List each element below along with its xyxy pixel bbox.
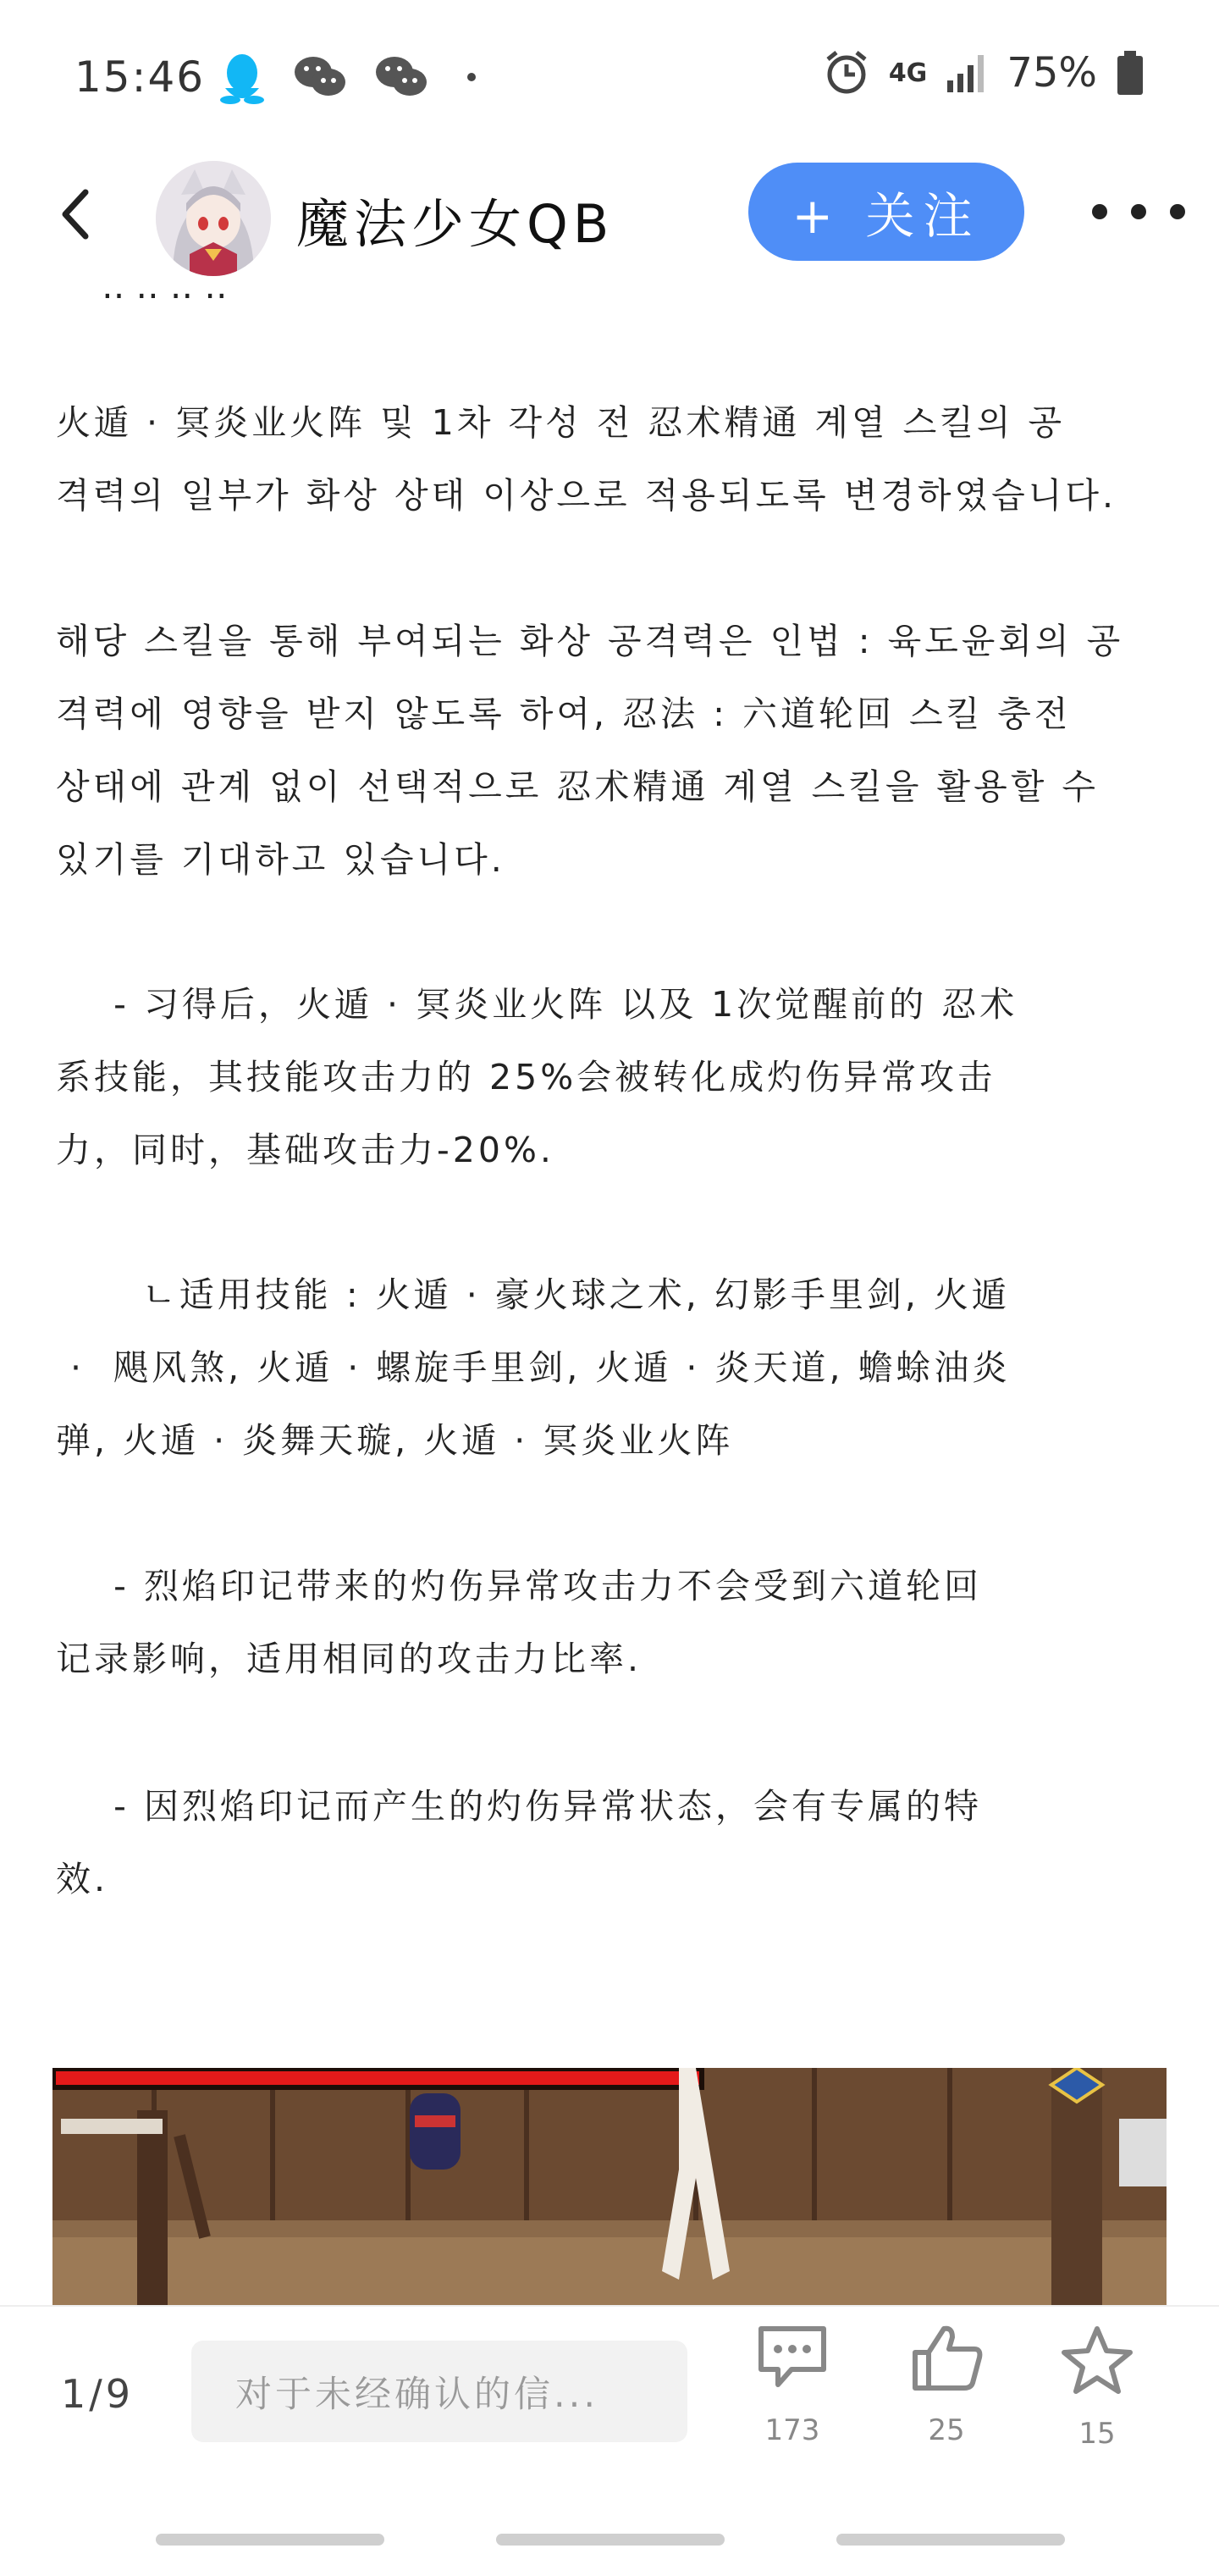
avatar-image [156,161,271,276]
battery-icon [1116,49,1145,97]
favorite-count: 15 [1078,2417,1116,2451]
follow-button[interactable]: + 关注 [748,163,1024,261]
star-icon [1059,2324,1135,2395]
page-indicator: 1/9 [61,2371,135,2417]
wechat-icon [293,53,347,101]
article-paragraph: - 烈焰印记带来的灼伤异常攻击力不会受到六道轮回 记录影响，适用相同的攻击力比率. [56,1566,982,1679]
nav-handle[interactable] [156,2534,384,2546]
back-arrow-icon [58,187,92,241]
more-icon-dot [1092,204,1107,219]
comment-icon [754,2324,830,2391]
more-icon-dot [1170,204,1185,219]
comment-input[interactable]: 对于未经确认的信... [191,2341,687,2442]
notification-icons [218,49,476,105]
gesture-nav-bar [0,2534,1219,2547]
nav-handle[interactable] [496,2534,725,2546]
status-bar [0,0,1219,152]
like-count: 25 [928,2413,965,2447]
profile-header [0,152,1219,279]
article-image[interactable] [52,2068,1167,2313]
article-paragraph: - 习得后，火遁 · 冥炎业火阵 以及 1次觉醒前的 忍术 系技能，其技能攻击力的 25%会被转化成灼伤异常攻击 力，同时，基础攻击力-20%. [56,984,1018,1170]
wechat-icon [374,53,428,101]
more-notifications-dot [467,73,476,81]
like-button[interactable] [887,2324,1006,2476]
status-time: 15:46 [74,53,206,102]
network-type: 4G [888,58,928,88]
alarm-icon [823,49,870,97]
favorite-button[interactable] [1038,2324,1156,2476]
game-screenshot [52,2068,1167,2313]
avatar[interactable] [156,161,271,276]
signal-icon [946,52,988,94]
bottom-action-bar [0,2305,1219,2576]
system-indicators [823,49,1145,97]
article-paragraph: 火遁 · 冥炎业火阵 및 1차 각성 전 忍术精通 계열 스킬의 공 격력의 일부가 화상 상태 이상으로 적용되도록 변경하였습니다. [56,402,1117,516]
comment-count: 173 [764,2413,820,2447]
user-name[interactable]: 魔法少女QB [296,193,615,255]
back-button[interactable] [46,178,105,251]
article-paragraph: 해당 스킬을 통해 부여되는 화상 공격력은 인법 : 육도윤회의 공 격력에 영향을 받지 않도록 하여, 忍法 : 六道轮回 스킬 충전 상태에 관계 없이 선택적으로 忍术精通 계열 스킬을 활용할 수 있기를 기대하고 있습니다. [56,621,1124,880]
nav-handle[interactable] [836,2534,1065,2546]
article-content [0,279,1219,2303]
thumbs-up-icon [908,2324,985,2391]
comment-button[interactable] [733,2324,852,2476]
article-paragraph: ㄴ适用技能 : 火遁 · 豪火球之术, 幻影手里剑, 火遁 · 飓风煞, 火遁 · 螺旋手里剑, 火遁 · 炎天道, 蟾蜍油炎 弹, 火遁 · 炎舞天璇, 火遁 · 冥炎业火阵 [56,1274,1011,1461]
more-icon-dot [1131,204,1146,219]
more-button[interactable] [1092,186,1185,237]
qq-icon [218,49,266,105]
scrolled-text-fragment: ‥ ‥ ‥ ‥ [102,279,228,301]
battery-percent: 75% [1007,49,1097,97]
article-paragraph: - 因烈焰印记而产生的灼伤异常状态，会有专属的特 效. [56,1786,982,1899]
